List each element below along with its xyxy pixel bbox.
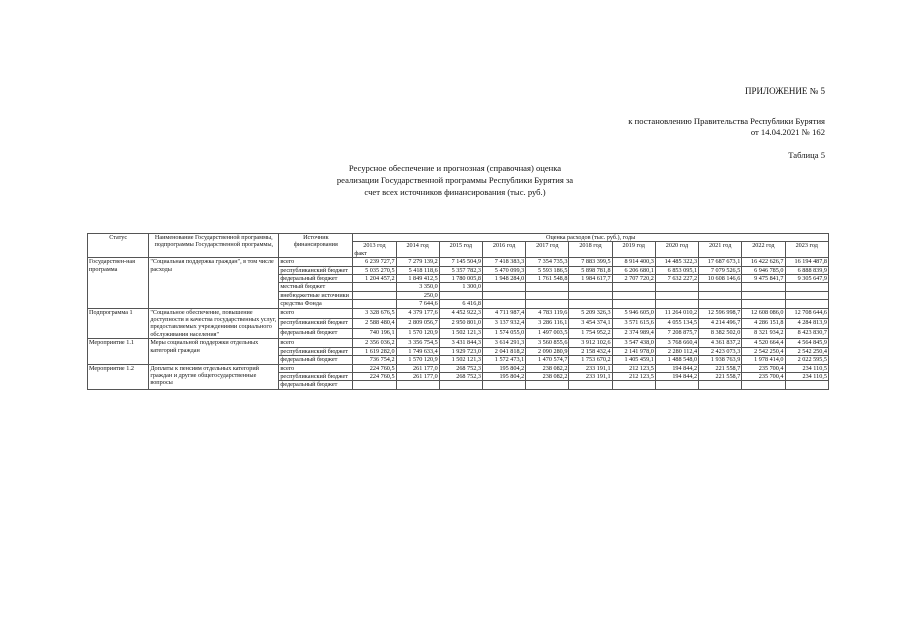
amount-cell: 3 328 676,5 — [353, 308, 396, 318]
amount-cell — [439, 291, 482, 299]
amount-cell: 1 300,0 — [439, 283, 482, 291]
year-label: 2015 год — [449, 242, 473, 250]
amount-cell: 194 844,2 — [655, 372, 698, 380]
amount-cell: 1 761 548,8 — [526, 275, 569, 283]
amount-cell: 6 206 680,1 — [612, 266, 655, 274]
funding-source-cell: федеральный бюджет — [279, 356, 353, 364]
table-row — [88, 364, 829, 372]
amount-cell — [569, 381, 612, 389]
amount-cell: 4 286 151,8 — [742, 318, 785, 328]
decree-date-number: от 14.04.2021 № 162 — [750, 127, 825, 137]
header-funding-source: Источник финансирования — [279, 234, 353, 258]
amount-cell: 3 137 932,4 — [482, 318, 525, 328]
year-label: 2021 год — [708, 242, 732, 250]
amount-cell: 7 208 875,7 — [655, 329, 698, 339]
year-header — [699, 242, 742, 258]
amount-cell: 2 041 818,2 — [482, 347, 525, 355]
amount-cell: 7 418 383,3 — [482, 258, 525, 266]
amount-cell — [569, 300, 612, 308]
year-label: 2020 год — [665, 242, 689, 250]
amount-cell: 4 214 496,7 — [699, 318, 742, 328]
amount-cell — [353, 300, 396, 308]
amount-cell — [482, 381, 525, 389]
year-label: 2014 год — [406, 242, 429, 250]
amount-cell: 212 123,5 — [612, 372, 655, 380]
amount-cell: 5 898 781,8 — [569, 266, 612, 274]
amount-cell — [785, 381, 829, 389]
amount-cell — [699, 381, 742, 389]
amount-cell: 8 914 400,3 — [612, 258, 655, 266]
amount-cell: 261 177,0 — [396, 364, 439, 372]
amount-cell: 1 497 003,5 — [526, 329, 569, 339]
year-label: 2016 год — [492, 242, 516, 250]
amount-cell: 7 079 526,5 — [699, 266, 742, 274]
year-header — [785, 242, 829, 258]
amount-cell: 5 357 782,3 — [439, 266, 482, 274]
amount-cell: 235 700,4 — [742, 364, 785, 372]
decree-reference: к постановлению Правительства Республики Бурятия — [628, 116, 825, 126]
amount-cell — [655, 291, 698, 299]
amount-cell: 1 574 055,0 — [482, 329, 525, 339]
amount-cell: 5 209 326,3 — [569, 308, 612, 318]
amount-cell: 2 141 978,0 — [612, 347, 655, 355]
amount-cell: 2 022 595,5 — [785, 356, 829, 364]
amount-cell — [353, 381, 396, 389]
amount-cell: 1 753 670,2 — [569, 356, 612, 364]
amount-cell — [655, 283, 698, 291]
amount-cell — [785, 283, 829, 291]
amount-cell: 1 948 284,0 — [482, 275, 525, 283]
amount-cell: 1 570 120,9 — [396, 356, 439, 364]
amount-cell: 4 284 813,9 — [785, 318, 829, 328]
amount-cell: 2 950 801,0 — [439, 318, 482, 328]
amount-cell: 3 560 855,6 — [526, 339, 569, 347]
title-line: реализации Государственной программы Республики Бурятия за — [336, 175, 574, 185]
amount-cell: 16 194 487,8 — [785, 258, 829, 266]
amount-cell: 1 405 459,1 — [612, 356, 655, 364]
amount-cell — [699, 283, 742, 291]
amount-cell: 268 752,3 — [439, 372, 482, 380]
table-row — [88, 258, 829, 266]
amount-cell: 1 984 617,7 — [569, 275, 612, 283]
title-line: счет всех источников финансирования (тыс. руб.) — [364, 187, 546, 197]
amount-cell: 2 374 989,4 — [612, 329, 655, 339]
amount-cell: 8 382 502,0 — [699, 329, 742, 339]
amount-cell: 5 418 118,6 — [396, 266, 439, 274]
year-label: 2023 год — [795, 242, 818, 250]
year-note: факт — [354, 249, 367, 257]
funding-source-cell: всего — [279, 308, 353, 318]
amount-cell: 7 145 504,9 — [439, 258, 482, 266]
amount-cell: 17 687 673,1 — [699, 258, 742, 266]
amount-cell: 3 350,0 — [396, 283, 439, 291]
year-header — [482, 242, 525, 258]
year-label: 2019 год — [622, 242, 645, 250]
amount-cell: 7 644,6 — [396, 300, 439, 308]
title-line: Ресурсное обеспечение и прогнозная (справочная) оценка — [348, 163, 562, 173]
amount-cell: 1 488 548,0 — [655, 356, 698, 364]
amount-cell — [439, 381, 482, 389]
header-expense-estimate: Оценка расходов (тыс. руб.), годы — [353, 234, 829, 242]
amount-cell: 221 558,7 — [699, 372, 742, 380]
amount-cell: 12 708 644,6 — [785, 308, 829, 318]
funding-source-cell: средства Фонда — [279, 300, 353, 308]
funding-source-cell: местный бюджет — [279, 283, 353, 291]
table-row — [88, 308, 829, 318]
amount-cell: 1 749 633,4 — [396, 347, 439, 355]
amount-cell: 2 809 056,7 — [396, 318, 439, 328]
amount-cell: 194 844,2 — [655, 364, 698, 372]
amount-cell — [526, 291, 569, 299]
program-name-cell: "Социальное обеспечение, повышение доступности и качества государственных услуг, предоставляемых учреждениями социального обслуживания населения" — [149, 308, 279, 339]
funding-source-cell: всего — [279, 364, 353, 372]
amount-cell: 12 596 998,7 — [699, 308, 742, 318]
amount-cell: 2 542 250,4 — [785, 347, 829, 355]
funding-source-cell: всего — [279, 339, 353, 347]
year-header — [612, 242, 655, 258]
amount-cell: 234 110,5 — [785, 372, 829, 380]
amount-cell: 3 431 844,3 — [439, 339, 482, 347]
amount-cell — [612, 300, 655, 308]
funding-source-cell: республиканский бюджет — [279, 266, 353, 274]
amount-cell — [482, 300, 525, 308]
amount-cell — [396, 381, 439, 389]
appendix-label: ПРИЛОЖЕНИЕ № 5 — [744, 86, 825, 96]
amount-cell: 1 929 723,0 — [439, 347, 482, 355]
amount-cell: 4 783 119,6 — [526, 308, 569, 318]
amount-cell: 5 593 186,5 — [526, 266, 569, 274]
amount-cell: 4 379 177,6 — [396, 308, 439, 318]
status-cell: Государствен-ная программа — [88, 258, 149, 308]
amount-cell: 2 707 720,2 — [612, 275, 655, 283]
amount-cell: 1 502 121,3 — [439, 329, 482, 339]
year-label: 2017 год — [536, 242, 559, 250]
status-cell: Мероприятие 1.1 — [88, 339, 149, 364]
amount-cell: 5 946 605,0 — [612, 308, 655, 318]
amount-cell: 7 883 399,5 — [569, 258, 612, 266]
amount-cell: 7 632 227,2 — [655, 275, 698, 283]
funding-source-cell: внебюджетные источники — [279, 291, 353, 299]
amount-cell: 233 191,1 — [569, 372, 612, 380]
amount-cell: 2 542 250,4 — [742, 347, 785, 355]
amount-cell: 14 485 322,3 — [655, 258, 698, 266]
funding-source-cell: федеральный бюджет — [279, 329, 353, 339]
amount-cell: 1 619 282,0 — [353, 347, 396, 355]
amount-cell: 3 571 615,6 — [612, 318, 655, 328]
amount-cell — [353, 291, 396, 299]
amount-cell: 6 946 785,0 — [742, 266, 785, 274]
amount-cell — [699, 300, 742, 308]
program-name-cell: Доплаты к пенсиям отдельных категорий граждан и другие общегосударственные вопросы — [149, 364, 279, 389]
amount-cell: 1 502 121,3 — [439, 356, 482, 364]
amount-cell: 1 938 763,9 — [699, 356, 742, 364]
amount-cell — [526, 381, 569, 389]
amount-cell: 5 035 270,5 — [353, 266, 396, 274]
year-label: 2013 год — [363, 242, 386, 250]
year-header — [742, 242, 785, 258]
amount-cell: 2 280 112,4 — [655, 347, 698, 355]
amount-cell: 238 082,2 — [526, 372, 569, 380]
amount-cell — [785, 291, 829, 299]
year-header — [526, 242, 569, 258]
funding-source-cell: республиканский бюджет — [279, 347, 353, 355]
amount-cell: 1 572 473,1 — [482, 356, 525, 364]
amount-cell: 3 912 102,6 — [569, 339, 612, 347]
funding-source-cell: республиканский бюджет — [279, 318, 353, 328]
amount-cell — [742, 381, 785, 389]
status-cell: Мероприятие 1.2 — [88, 364, 149, 389]
amount-cell — [655, 300, 698, 308]
header-program-name: Наименование Государственной программы, подпрограммы Государственной программы, — [149, 234, 279, 258]
table-header — [88, 234, 829, 258]
amount-cell: 212 123,5 — [612, 364, 655, 372]
funding-source-cell: всего — [279, 258, 353, 266]
amount-cell — [482, 283, 525, 291]
year-header — [439, 242, 482, 258]
amount-cell: 3 547 438,0 — [612, 339, 655, 347]
amount-cell — [612, 381, 655, 389]
amount-cell: 238 082,2 — [526, 364, 569, 372]
amount-cell: 224 760,5 — [353, 372, 396, 380]
amount-cell: 3 286 116,1 — [526, 318, 569, 328]
amount-cell: 736 754,2 — [353, 356, 396, 364]
amount-cell: 195 804,2 — [482, 372, 525, 380]
amount-cell — [742, 291, 785, 299]
amount-cell: 233 191,1 — [569, 364, 612, 372]
amount-cell: 1 849 412,5 — [396, 275, 439, 283]
amount-cell: 6 888 839,9 — [785, 266, 829, 274]
funding-source-cell: федеральный бюджет — [279, 381, 353, 389]
amount-cell — [742, 283, 785, 291]
table-row — [88, 339, 829, 347]
amount-cell: 235 700,4 — [742, 372, 785, 380]
amount-cell — [612, 283, 655, 291]
amount-cell: 11 264 010,2 — [655, 308, 698, 318]
amount-cell: 740 196,1 — [353, 329, 396, 339]
amount-cell — [655, 381, 698, 389]
amount-cell: 3 614 291,3 — [482, 339, 525, 347]
year-header — [396, 242, 439, 258]
amount-cell: 3 356 754,5 — [396, 339, 439, 347]
amount-cell: 250,0 — [396, 291, 439, 299]
document-title — [300, 162, 610, 198]
amount-cell: 1 754 952,2 — [569, 329, 612, 339]
amount-cell: 3 454 374,1 — [569, 318, 612, 328]
amount-cell: 7 279 139,2 — [396, 258, 439, 266]
amount-cell — [482, 291, 525, 299]
amount-cell: 4 452 922,3 — [439, 308, 482, 318]
year-header — [569, 242, 612, 258]
amount-cell: 9 475 841,7 — [742, 275, 785, 283]
amount-cell: 6 853 095,1 — [655, 266, 698, 274]
amount-cell: 7 354 735,3 — [526, 258, 569, 266]
amount-cell: 1 570 120,9 — [396, 329, 439, 339]
amount-cell — [353, 283, 396, 291]
amount-cell: 6 416,8 — [439, 300, 482, 308]
amount-cell: 2 090 280,9 — [526, 347, 569, 355]
amount-cell: 195 804,2 — [482, 364, 525, 372]
status-cell: Подпрограмма 1 — [88, 308, 149, 339]
amount-cell: 3 768 660,4 — [655, 339, 698, 347]
amount-cell: 6 239 727,7 — [353, 258, 396, 266]
amount-cell — [699, 291, 742, 299]
amount-cell — [612, 291, 655, 299]
amount-cell: 234 110,5 — [785, 364, 829, 372]
amount-cell: 2 423 073,3 — [699, 347, 742, 355]
header-status: Статус — [88, 234, 149, 258]
amount-cell: 261 177,0 — [396, 372, 439, 380]
funding-source-cell: республиканский бюджет — [279, 372, 353, 380]
program-name-cell: "Социальная поддержка граждан", в том числе расходы — [149, 258, 279, 308]
amount-cell: 1 470 574,7 — [526, 356, 569, 364]
funding-table — [87, 233, 829, 390]
year-label: 2018 год — [579, 242, 602, 250]
amount-cell: 2 158 432,4 — [569, 347, 612, 355]
amount-cell: 16 422 626,7 — [742, 258, 785, 266]
amount-cell: 4 520 664,4 — [742, 339, 785, 347]
amount-cell: 2 356 036,2 — [353, 339, 396, 347]
year-header — [655, 242, 698, 258]
amount-cell — [569, 283, 612, 291]
amount-cell: 4 564 845,9 — [785, 339, 829, 347]
amount-cell: 1 978 414,0 — [742, 356, 785, 364]
table-body — [88, 258, 829, 390]
amount-cell: 4 361 837,2 — [699, 339, 742, 347]
year-label: 2022 год — [752, 242, 775, 250]
funding-source-cell: федеральный бюджет — [279, 275, 353, 283]
amount-cell — [526, 283, 569, 291]
amount-cell — [742, 300, 785, 308]
amount-cell — [569, 291, 612, 299]
amount-cell — [785, 300, 829, 308]
amount-cell: 10 608 146,6 — [699, 275, 742, 283]
table-number-label: Таблица 5 — [788, 150, 825, 160]
amount-cell: 9 305 647,9 — [785, 275, 829, 283]
amount-cell: 224 760,5 — [353, 364, 396, 372]
amount-cell: 4 055 134,5 — [655, 318, 698, 328]
amount-cell: 268 752,3 — [439, 364, 482, 372]
amount-cell: 4 711 987,4 — [482, 308, 525, 318]
amount-cell: 1 204 457,2 — [353, 275, 396, 283]
amount-cell: 221 558,7 — [699, 364, 742, 372]
amount-cell: 8 321 934,2 — [742, 329, 785, 339]
year-header — [353, 242, 396, 258]
amount-cell: 12 608 086,0 — [742, 308, 785, 318]
amount-cell: 5 470 099,3 — [482, 266, 525, 274]
program-name-cell: Меры социальной поддержки отдельных категорий граждан — [149, 339, 279, 364]
amount-cell: 1 780 005,8 — [439, 275, 482, 283]
amount-cell — [526, 300, 569, 308]
amount-cell: 2 588 480,4 — [353, 318, 396, 328]
amount-cell: 8 423 830,7 — [785, 329, 829, 339]
